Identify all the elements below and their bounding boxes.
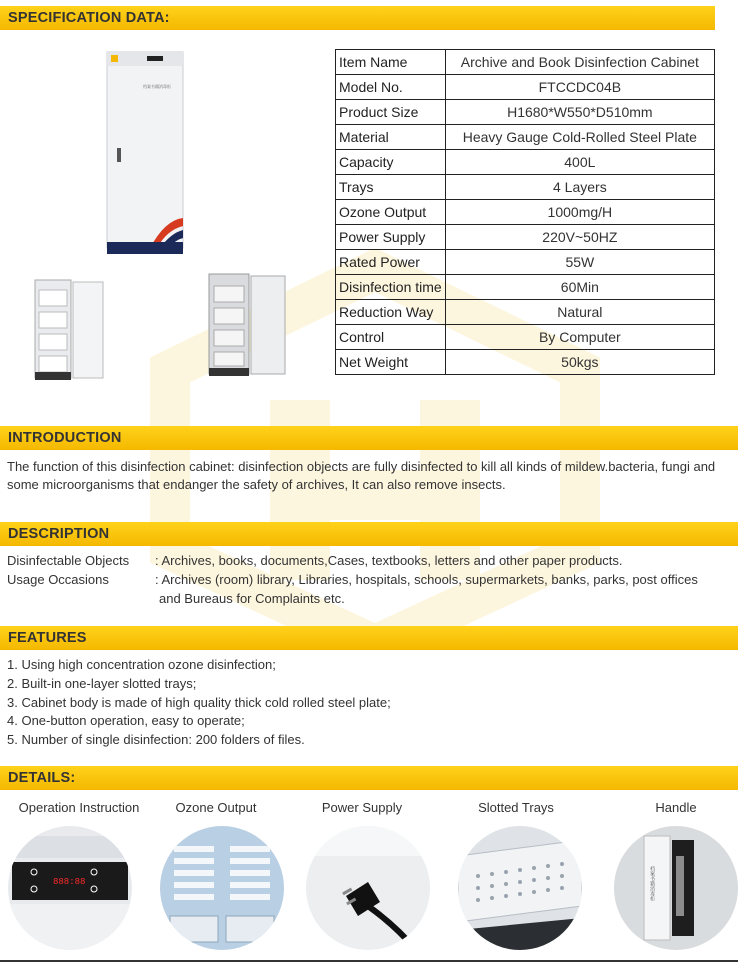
spec-row [336,100,715,125]
spec-row [336,275,715,300]
panel-display-digits: 888:88 [53,877,86,887]
intro-section-title: INTRODUCTION [8,430,122,446]
features-list [7,656,391,750]
spec-value: Archive and Book Disinfection Cabinet [445,50,714,75]
spec-value: 60Min [445,275,714,300]
spec-row [336,150,715,175]
spec-key: Material [336,125,446,150]
cabinet-open-front-image [33,278,105,382]
detail-label-handle: Handle [655,800,697,815]
desc-section-header [0,522,738,546]
usage-value: : Archives (room) library, Libraries, hospitals, schools, supermarkets, banks, parks, post offices [155,572,698,587]
details-section-title: DETAILS: [8,770,76,786]
features-section-title: FEATURES [8,630,87,646]
spec-value: By Computer [445,325,714,350]
spec-section-title: SPECIFICATION DATA: [8,10,170,26]
feature-item: 2. Built-in one-layer slotted trays; [7,675,197,691]
spec-key: Reduction Way [336,300,446,325]
spec-key: Power Supply [336,225,446,250]
usage-value-cont: and Bureaus for Complaints etc. [159,591,345,606]
spec-value: 4 Layers [445,175,714,200]
handle-image [614,826,738,950]
spec-row [336,300,715,325]
spec-key: Model No. [336,75,446,100]
introduction-line: The function of this disinfection cabinet: disinfection objects are fully disinfected to kill all kinds of mildew.bacteria, fungi and [7,459,716,474]
slotted-trays-image [458,826,582,950]
handle-vertical-label: 档案书籍消毒柜 [649,866,655,901]
objects-value: : Archives, books, documents,Cases, textbooks, letters and other paper products. [155,553,623,568]
features-section-header [0,626,738,650]
cabinet-front-label: 档案书籍消毒柜 [143,84,171,89]
operation-panel-image [8,826,132,950]
feature-item: 5. Number of single disinfection: 200 folders of files. [7,732,305,748]
objects-label: Disinfectable Objects [7,553,130,568]
spec-row [336,225,715,250]
feature-item: 4. One-button operation, easy to operate; [7,713,245,729]
usage-label: Usage Occasions [7,572,109,587]
spec-row [336,200,715,225]
details-section-header [0,766,738,790]
detail-label-power: Power Supply [321,800,403,815]
spec-value: Heavy Gauge Cold-Rolled Steel Plate [445,125,714,150]
cabinet-open-side-image [207,272,287,380]
spec-value: 400L [445,150,714,175]
spec-value: H1680*W550*D510mm [445,100,714,125]
spec-key: Product Size [336,100,446,125]
introduction-text [7,458,715,494]
spec-key: Trays [336,175,446,200]
spec-row [336,50,715,75]
feature-item: 1. Using high concentration ozone disinfection; [7,657,276,672]
spec-row [336,75,715,100]
spec-key: Capacity [336,150,446,175]
detail-label-operation: Operation Instruction [18,800,140,815]
spec-value: 50kgs [445,350,714,375]
ozone-output-image [160,826,284,950]
spec-value: FTCCDC04B [445,75,714,100]
introduction-line: some microorganisms that endanger the safety of archives, It can also remove insects. [7,477,506,492]
spec-section-header [0,6,715,30]
bottom-divider [0,960,738,962]
spec-value: Natural [445,300,714,325]
detail-label-trays: Slotted Trays [478,800,554,815]
spec-value: 220V~50HZ [445,225,714,250]
desc-section-title: DESCRIPTION [8,526,110,542]
spec-row [336,125,715,150]
spec-value: 55W [445,250,714,275]
spec-key: Ozone Output [336,200,446,225]
power-supply-image [306,826,430,950]
detail-label-ozone: Ozone Output [175,800,257,815]
spec-key: Disinfection time [336,275,446,300]
feature-item: 3. Cabinet body is made of high quality thick cold rolled steel plate; [7,694,391,710]
intro-section-header [0,426,738,450]
spec-key: Rated Power [336,250,446,275]
spec-key: Net Weight [336,350,446,375]
spec-row [336,250,715,275]
spec-key: Control [336,325,446,350]
spec-key: Item Name [336,50,446,75]
spec-row [336,175,715,200]
spec-row [336,325,715,350]
specification-table [335,49,715,375]
spec-row [336,350,715,375]
spec-value: 1000mg/H [445,200,714,225]
cabinet-main-image [105,50,185,256]
